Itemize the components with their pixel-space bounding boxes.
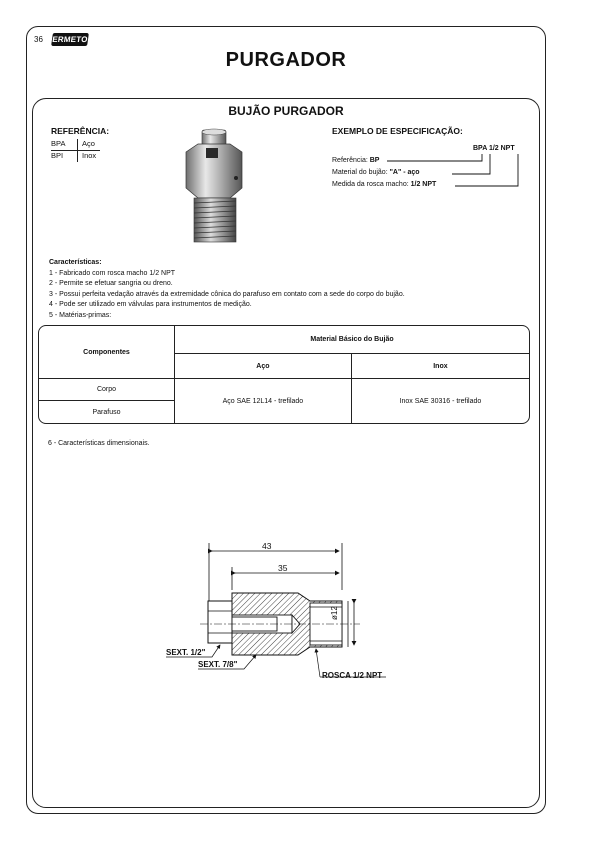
- reference-material: Inox: [82, 151, 97, 160]
- header-inox: Inox: [352, 354, 529, 379]
- example-value: "A" - aço: [389, 169, 420, 176]
- materials-table: [38, 325, 530, 424]
- example-title: EXEMPLO DE ESPECIFICAÇÃO:: [332, 126, 463, 136]
- reference-table: [51, 139, 100, 162]
- example-code: BPA 1/2 NPT: [473, 145, 515, 152]
- dim-body-length: 35: [278, 563, 288, 573]
- dim-hex-large: SEXT. 7/8": [198, 660, 238, 669]
- dim-diameter: ø12: [330, 606, 339, 620]
- section-title: BUJÃO PURGADOR: [228, 104, 344, 118]
- example-leader-lines: [380, 150, 525, 190]
- row-corpo: Corpo: [39, 379, 175, 401]
- example-label: Material do bujão:: [332, 169, 388, 176]
- dim-total-length: 43: [262, 541, 272, 551]
- reference-row: [51, 151, 100, 163]
- example-label: Medida da rosca macho:: [332, 181, 409, 188]
- example-value: 1/2 NPT: [410, 181, 437, 188]
- ermeto-logo: ERMETO: [51, 35, 89, 44]
- row-parafuso: Parafuso: [39, 401, 175, 423]
- features-list: [49, 258, 405, 321]
- features-title: Características:: [49, 259, 102, 266]
- example-value: BP: [369, 157, 380, 164]
- aco-value: Aço SAE 12L14 - trefilado: [175, 379, 352, 423]
- example-label: Referência:: [332, 157, 368, 164]
- inox-value: Inox SAE 30316 - trefilado: [399, 397, 482, 405]
- header-aco: Aço: [175, 354, 352, 379]
- dimensions-title: 6 - Características dimensionais.: [48, 440, 150, 447]
- page-number: 36: [34, 35, 43, 44]
- header-components: Componentes: [39, 326, 175, 379]
- reference-row: [51, 139, 100, 151]
- feature-item: 5 - Matérias-primas:: [49, 311, 112, 319]
- reference-code: BPI: [51, 151, 78, 163]
- page-title: PURGADOR: [225, 49, 347, 71]
- dim-hex-small: SEXT. 1/2": [166, 648, 206, 657]
- reference-material: Aço: [78, 139, 101, 151]
- dim-thread: ROSCA 1/2 NPT: [322, 671, 383, 680]
- header-material: Material Básico do Bujão: [175, 326, 529, 354]
- content-frame: [32, 98, 540, 808]
- reference-code: BPA: [51, 139, 78, 151]
- feature-item: 1 - Fabricado com rosca macho 1/2 NPT: [49, 269, 176, 277]
- feature-item: 3 - Possui perfeita vedação através da extremidade cônica do parafuso em contato com a sede do corpo do bujão.: [49, 290, 405, 298]
- product-photo: [176, 128, 254, 246]
- feature-item: 2 - Permite se efetuar sangria ou dreno.: [49, 280, 173, 287]
- reference-title: REFERÊNCIA:: [51, 126, 110, 136]
- feature-item: 4 - Pode ser utilizado em válvulas para instrumentos de medição.: [49, 301, 252, 308]
- example-line-reference: [332, 157, 379, 164]
